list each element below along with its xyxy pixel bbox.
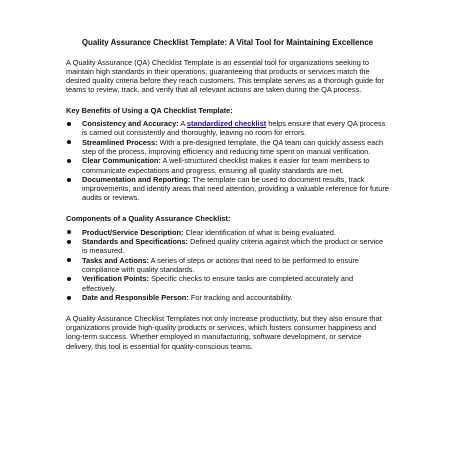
component-item [66,293,389,302]
benefit-item [66,119,389,137]
components-list [66,228,389,303]
benefit-term: Consistency and Accuracy: [82,119,179,129]
bullet-icon [67,277,71,281]
components-heading: Components of a Quality Assurance Checklist: [66,214,231,224]
component-item [66,256,389,274]
component-term: Standards and Specifications: [82,237,188,247]
component-term: Date and Responsible Person: [82,293,189,303]
component-text: Clear identification of what is being evaluated. [183,227,336,237]
benefit-text-prefix: A [178,119,187,129]
standardized-checklist-link[interactable]: standardized checklist [186,119,267,129]
benefit-text: The template can be used to document results, track improvements, and identify areas that need attention, providing a valuable reference for future audits or reviews. [82,175,389,203]
component-text: For tracking and accountability. [188,293,293,303]
component-term: Verification Points: [82,274,149,284]
benefits-heading: Key Benefits of Using a QA Checklist Template: [66,105,233,115]
bullet-icon [67,258,71,262]
benefits-list [66,119,389,202]
bullet-icon [67,122,71,126]
bullet-icon [67,159,71,163]
benefit-term: Streamlined Process: [82,137,158,147]
benefit-item [66,156,389,174]
component-term: Tasks and Actions: [82,255,149,265]
benefit-term: Documentation and Reporting: [82,175,191,185]
component-text: A series of steps or actions that need to be performed to ensure compliance with quality standards. [82,255,359,274]
bullet-icon [67,296,71,300]
bullet-icon [67,178,71,182]
component-text: Defined quality criteria against which the product or service is measured. [82,237,384,256]
benefit-item [66,175,389,202]
component-text: Specific checks to ensure tasks are completed accurately and effectively. [82,274,354,293]
benefit-text: A well-structured checklist makes it easier for team members to communicate expectations and progress, ensuring all quality standards are met. [82,156,370,175]
component-item [66,228,389,237]
component-item [66,274,389,292]
bullet-icon [67,140,71,144]
conclusion-paragraph: A Quality Assurance Checklist Templates not only increase productivity, but they also ensure that organizations provide high-quality products or services, which fosters consumer happiness and long-term success. Whether employed in manufacturing, software development, or service delivery, this tool is essential for quality-conscious teams. [66,314,382,351]
component-term: Product/Service Description: [82,227,184,237]
intro-paragraph: A Quality Assurance (QA) Checklist Template is an essential tool for organizations seeking to maintain high standards in their operations, guaranteeing that products or services match the desired quality criteria before they reach customers. This template serves as a thorough guide for teams to review, track, and verify that all relevant actions are taken during the QA process. [66,57,384,94]
benefit-text: With a pre-designed template, the QA team can quickly assess each step of the process, improving efficiency and reducing time spent on manual verification. [82,137,384,156]
benefit-term: Clear Communication: [82,156,161,166]
bullet-icon [67,240,71,244]
component-item [66,237,389,255]
benefit-item [66,138,389,156]
document-title: Quality Assurance Checklist Template: A Vital Tool for Maintaining Excellence [81,38,374,47]
bullet-icon [67,230,71,234]
benefit-text: helps ensure that every QA process is carried out consistently and thoroughly, leaving no room for errors. [82,119,386,138]
